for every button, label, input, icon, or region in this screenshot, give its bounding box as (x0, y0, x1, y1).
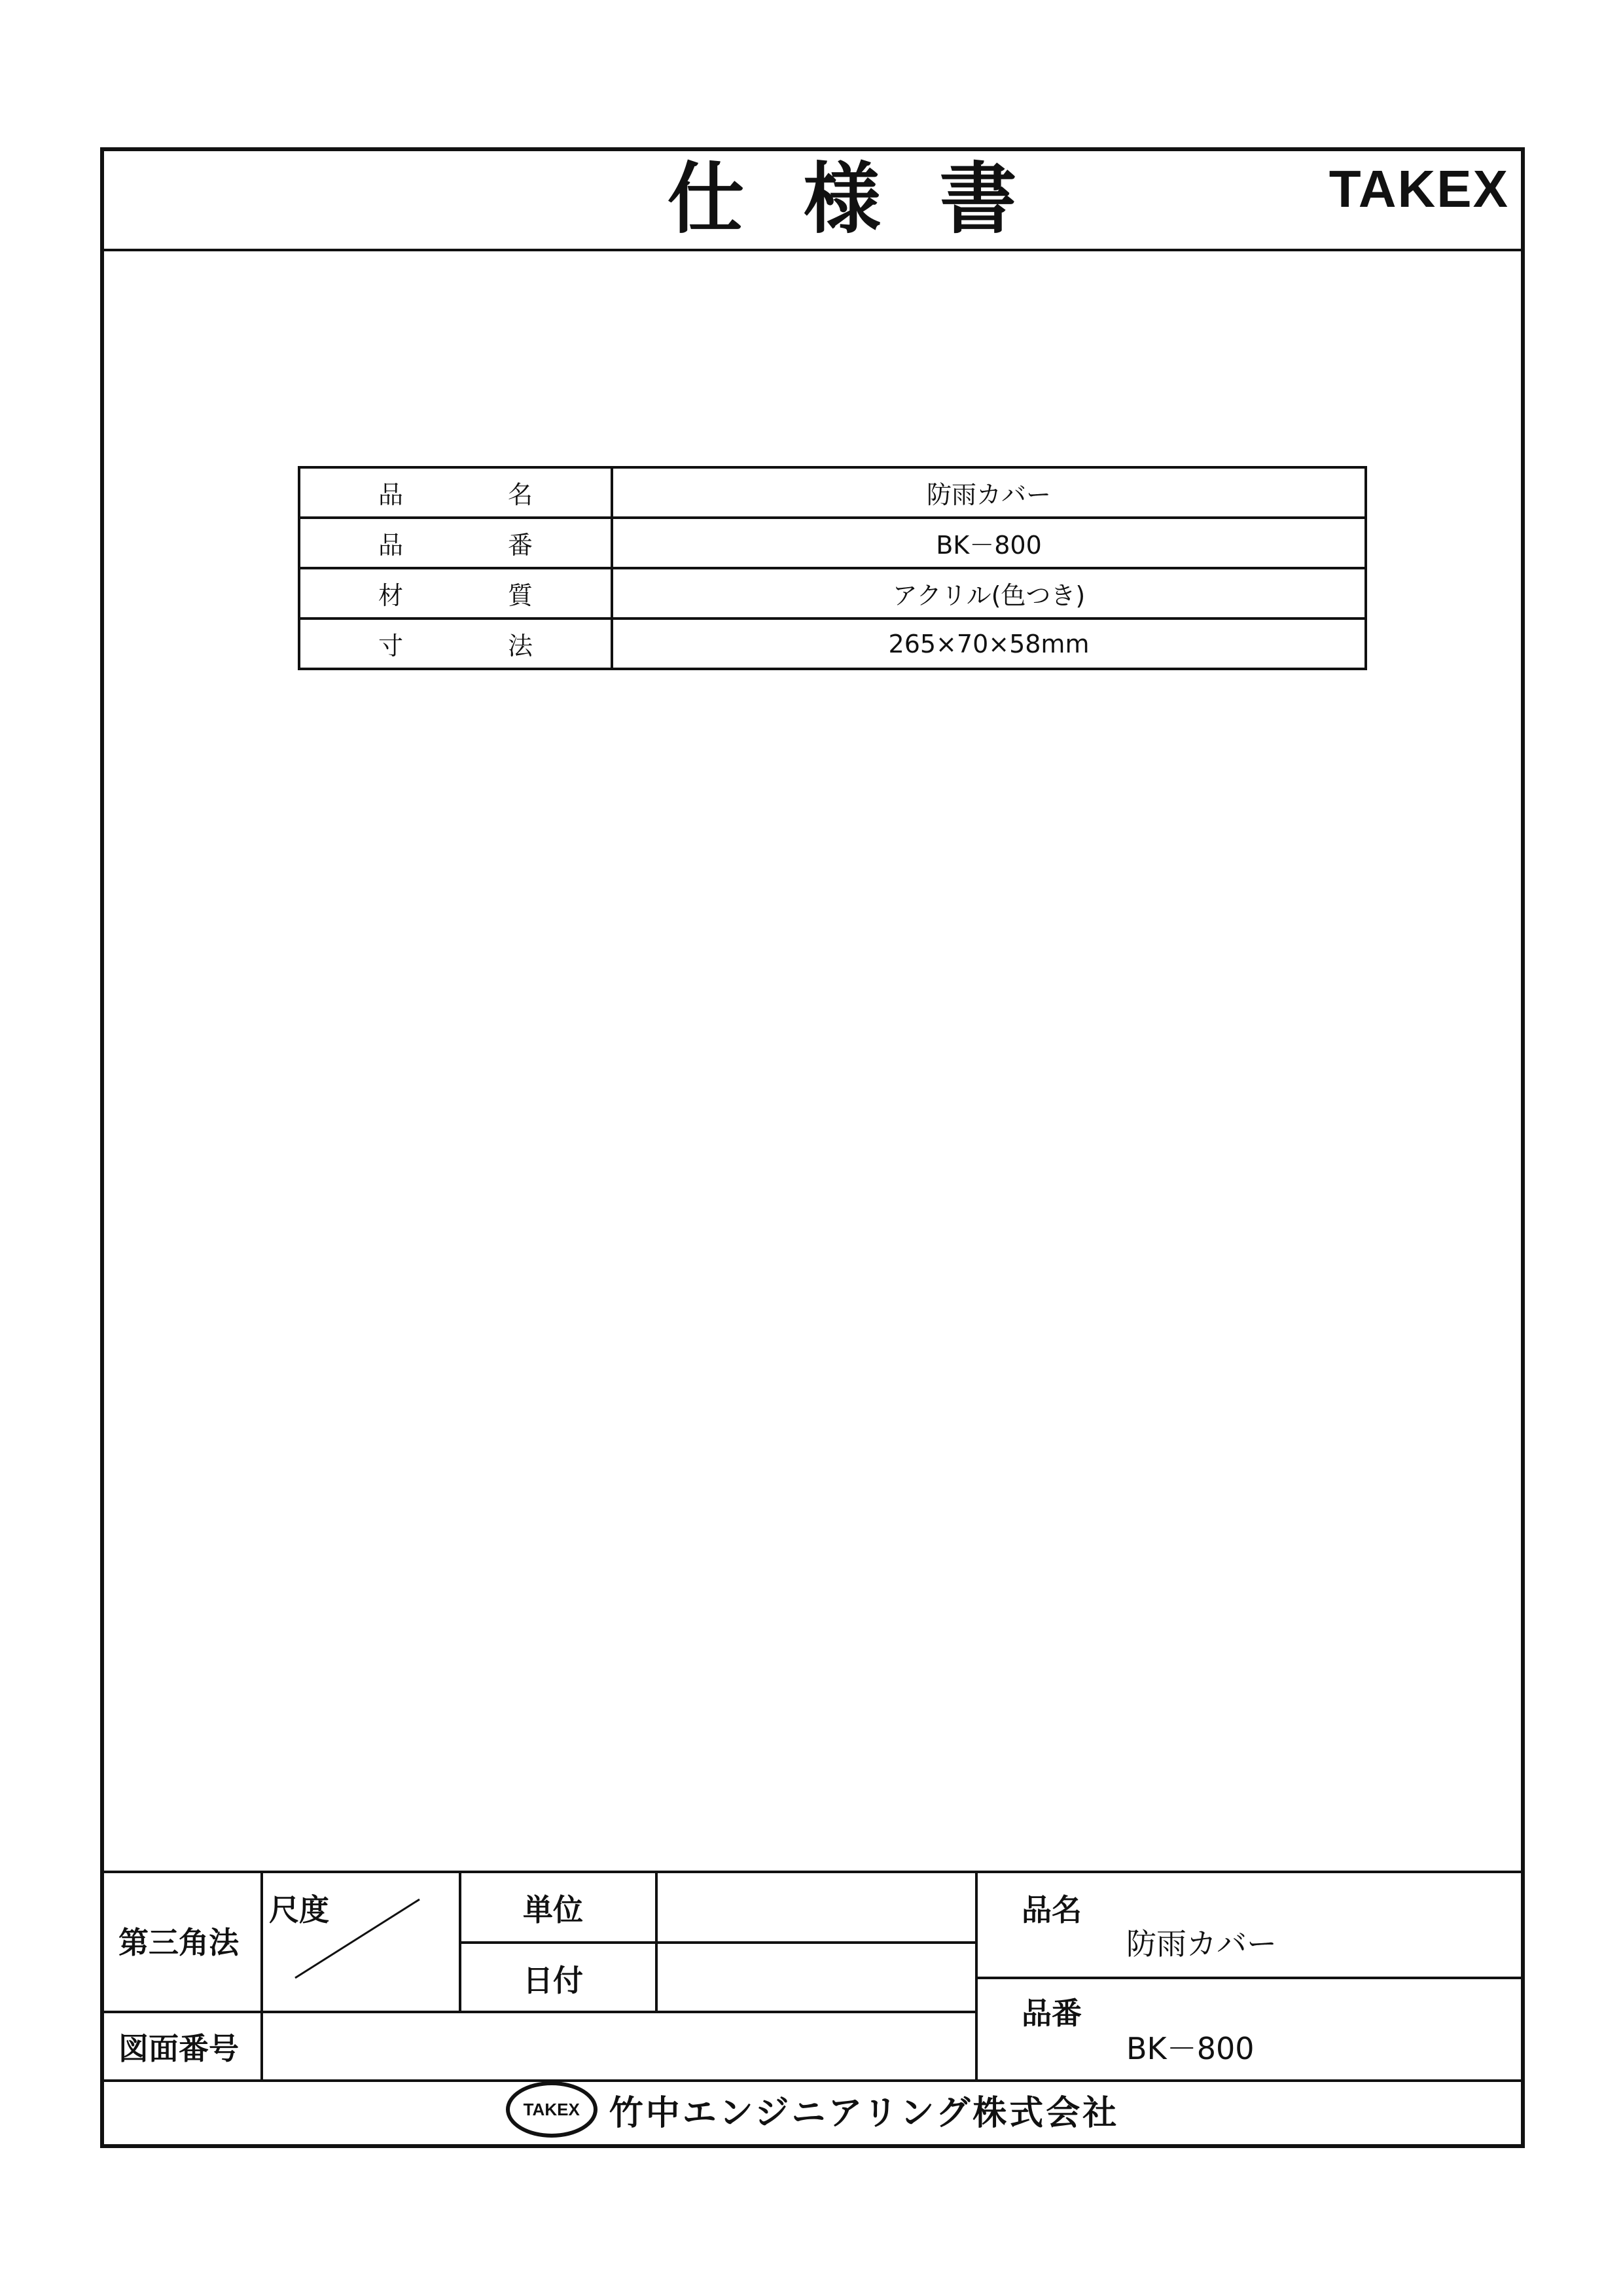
document-header (104, 151, 1521, 251)
spec-label: 材 質 (299, 568, 612, 619)
date-label: 日付 (523, 1963, 583, 1998)
spec-label: 品 番 (299, 518, 612, 568)
table-row (299, 518, 1366, 568)
company-name: 竹中エンジニアリング株式会社 (609, 2093, 1120, 2133)
spec-label: 寸 法 (299, 619, 612, 669)
projection-label: 第三角法 (118, 1925, 239, 1960)
brand-logo: TAKEX (1329, 160, 1509, 218)
spec-label: 品 名 (299, 467, 612, 518)
product-name-value: 防雨カバー (1126, 1926, 1277, 1962)
spec-value: 防雨カバー (612, 467, 1366, 518)
unit-label: 単位 (523, 1892, 583, 1928)
table-row (299, 568, 1366, 619)
page-title: 仕様書 (667, 154, 1076, 244)
product-number-label: 品番 (1022, 1996, 1082, 2031)
product-number-value: BK－800 (1126, 2031, 1255, 2066)
company-footer (104, 2081, 1521, 2138)
drawing-number-label: 図面番号 (118, 2031, 239, 2066)
spec-value: アクリル(色つき) (612, 568, 1366, 619)
spec-value: 265×70×58mm (612, 619, 1366, 669)
scale-label: 尺度 (269, 1892, 329, 1928)
title-block (104, 1871, 1521, 2151)
document-frame (100, 147, 1525, 2148)
company-logo: TAKEX (506, 2081, 597, 2138)
table-row (299, 467, 1366, 518)
product-name-label: 品名 (1022, 1892, 1082, 1928)
spec-value: BK－800 (612, 518, 1366, 568)
spec-table (298, 466, 1367, 670)
table-row (299, 619, 1366, 669)
scale-slash-icon (287, 1893, 431, 1984)
